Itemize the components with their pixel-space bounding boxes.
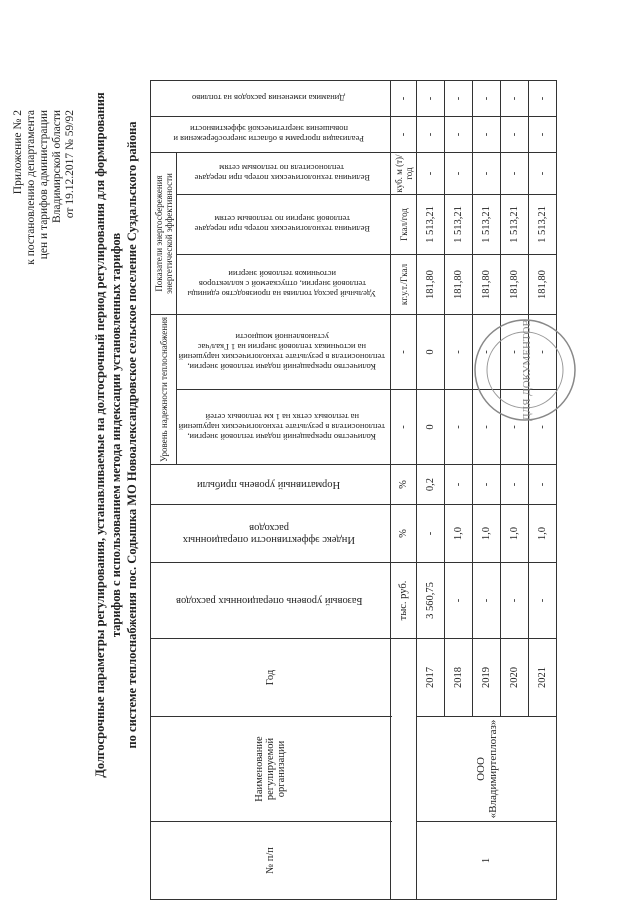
title-line: Долгосрочные параметры регулирования, устанавливаемые на долгосрочный период регулирования для формирования: [93, 92, 107, 778]
cell-rel-sources: -: [529, 315, 557, 390]
cell-year: 2021: [529, 639, 557, 717]
cell-profit: -: [529, 465, 557, 505]
cell-fuel-dynamics: -: [445, 81, 473, 117]
cell-heat-loss: 1 513,21: [473, 195, 501, 255]
cell-base-cost: -: [501, 563, 529, 639]
appendix-line: цен и тарифов администрации: [38, 110, 50, 260]
header-rel-sources: [177, 315, 391, 390]
unit-base-cost: тыс. руб.: [391, 563, 417, 639]
appendix-line: к постановлению департамента: [25, 110, 37, 265]
cell-carrier-loss: -: [473, 153, 501, 195]
cell-fuel-dynamics: -: [501, 81, 529, 117]
cell-heat-loss: 1 513,21: [529, 195, 557, 255]
header-carrier-loss: [177, 153, 391, 195]
cell-base-cost: -: [529, 563, 557, 639]
cell-carrier-loss: -: [417, 153, 445, 195]
title-line: тарифов с использованием метода индексации установленных тарифов: [109, 232, 123, 638]
cell-fuel-dynamics: -: [417, 81, 445, 117]
appendix-line: от 19.12.2017 № 59/92: [64, 110, 76, 219]
cell-fuel-rate: 181,80: [473, 255, 501, 315]
header-base-cost: [151, 563, 391, 639]
cell-rel-networks: -: [445, 390, 473, 465]
cell-fuel-rate: 181,80: [417, 255, 445, 315]
unit-carrier-loss: куб. м (т)/год: [391, 153, 417, 195]
unit-heat-loss: Гкал/год: [391, 195, 417, 255]
header-fuel-dynamics-text: Динамика изменения расходов на топливо: [192, 93, 346, 104]
cell-fuel-dynamics: -: [529, 81, 557, 117]
cell-rel-sources: -: [445, 315, 473, 390]
cell-profit: -: [445, 465, 473, 505]
cell-programs: -: [501, 117, 529, 153]
cell-rel-networks: -: [529, 390, 557, 465]
cell-programs: -: [473, 117, 501, 153]
cell-base-cost: 3 560,75: [417, 563, 445, 639]
header-programs: [151, 117, 391, 153]
cell-heat-loss: 1 513,21: [501, 195, 529, 255]
cell-efficiency: 1,0: [445, 505, 473, 563]
appendix-line: Владимирской области: [51, 110, 63, 224]
header-heat-loss: [177, 195, 391, 255]
header-efficiency-text: Индекс эффективности операционных расходов: [182, 522, 356, 546]
unit-rel-networks: -: [391, 390, 417, 465]
cell-heat-loss: 1 513,21: [445, 195, 473, 255]
cell-year: 2017: [417, 639, 445, 717]
cell-num: 1: [417, 822, 557, 900]
cell-base-cost: -: [473, 563, 501, 639]
seal-text: ДЛЯ ДОКУМЕНТОВ: [521, 319, 533, 421]
unit-fuel-dynamics: -: [391, 81, 417, 117]
header-programs-text: Реализация программ в области энергосбережения и повышения энергетической эффективности: [173, 124, 365, 145]
cell-rel-sources: -: [473, 315, 501, 390]
cell-programs: -: [445, 117, 473, 153]
header-carrier-loss-text: Величина технологических потерь при передаче теплоносителя по тепловым сетям: [194, 163, 370, 184]
cell-org: ООО «Владимиртеплогаз»: [417, 717, 557, 822]
table-row: [417, 81, 445, 900]
unit-efficiency: %: [391, 505, 417, 563]
cell-year: 2019: [473, 639, 501, 717]
cell-rel-networks: 0: [417, 390, 445, 465]
cell-fuel-dynamics: -: [473, 81, 501, 117]
cell-base-cost: -: [445, 563, 473, 639]
header-year: Год: [151, 639, 391, 717]
cell-year: 2020: [501, 639, 529, 717]
cell-efficiency: 1,0: [473, 505, 501, 563]
header-rel-networks: [177, 390, 391, 465]
header-org: Наименование регулируемой организации: [151, 717, 391, 822]
cell-carrier-loss: -: [445, 153, 473, 195]
cell-fuel-rate: 181,80: [501, 255, 529, 315]
cell-rel-sources: 0: [417, 315, 445, 390]
header-heat-loss-text: Величина технологических потерь при передаче тепловой энергии по тепловым сетям: [194, 214, 370, 235]
appendix-line: Приложение № 2: [12, 110, 24, 195]
cell-programs: -: [417, 117, 445, 153]
cell-fuel-rate: 181,80: [529, 255, 557, 315]
header-rel-sources-text: Количество прекращений подачи тепловой энергии, теплоносителя в результате технологических нарушений на источниках тепловой энергии на 1 Гкал/час установленной мощности: [178, 332, 386, 372]
cell-year: 2018: [445, 639, 473, 717]
cell-efficiency: 1,0: [529, 505, 557, 563]
unit-profit: %: [391, 465, 417, 505]
header-profit: [151, 465, 391, 505]
cell-profit: -: [473, 465, 501, 505]
unit-fuel-rate: кг.у.т./Гкал: [391, 255, 417, 315]
document-title: [92, 55, 140, 815]
header-fuel-rate-text: Удельный расход топлива на производство единицы тепловой энергии, отпускаемой с коллекторов источников тепловой энергии: [187, 269, 377, 300]
cell-rel-sources: -: [501, 315, 529, 390]
header-base-cost-text: Базовый уровень операционных расходов: [175, 595, 363, 607]
unit-rel-sources: -: [391, 315, 417, 390]
cell-heat-loss: 1 513,21: [417, 195, 445, 255]
header-profit-text: Нормативный уровень прибыли: [197, 479, 341, 491]
cell-profit: 0,2: [417, 465, 445, 505]
cell-rel-networks: -: [501, 390, 529, 465]
header-efficiency: [151, 505, 391, 563]
cell-carrier-loss: -: [529, 153, 557, 195]
appendix-block: [12, 110, 77, 280]
unit-programs: -: [391, 117, 417, 153]
cell-carrier-loss: -: [501, 153, 529, 195]
header-fuel-dynamics: [151, 81, 391, 117]
title-line: по системе теплоснабжения пос. Содышка МО Новоалександровское сельское поселение Суздальского района: [125, 121, 139, 749]
cell-rel-networks: -: [473, 390, 501, 465]
cell-fuel-rate: 181,80: [445, 255, 473, 315]
header-fuel-rate: [177, 255, 391, 315]
header-num: № п/п: [151, 822, 391, 900]
header-reliability: Уровень надежности теплоснабжения: [151, 315, 177, 465]
parameters-table: [150, 80, 557, 900]
cell-profit: -: [501, 465, 529, 505]
cell-efficiency: 1,0: [501, 505, 529, 563]
header-rel-networks-text: Количество прекращений подачи тепловой энергии, теплоносителя в результате технологических нарушений на тепловых сетях на 1 км тепловых сетей: [178, 412, 386, 442]
header-energy-eff: Показатели энергосбережения энергетической эффективности: [151, 153, 177, 315]
unit-spacer: [391, 639, 417, 900]
cell-programs: -: [529, 117, 557, 153]
cell-efficiency: -: [417, 505, 445, 563]
